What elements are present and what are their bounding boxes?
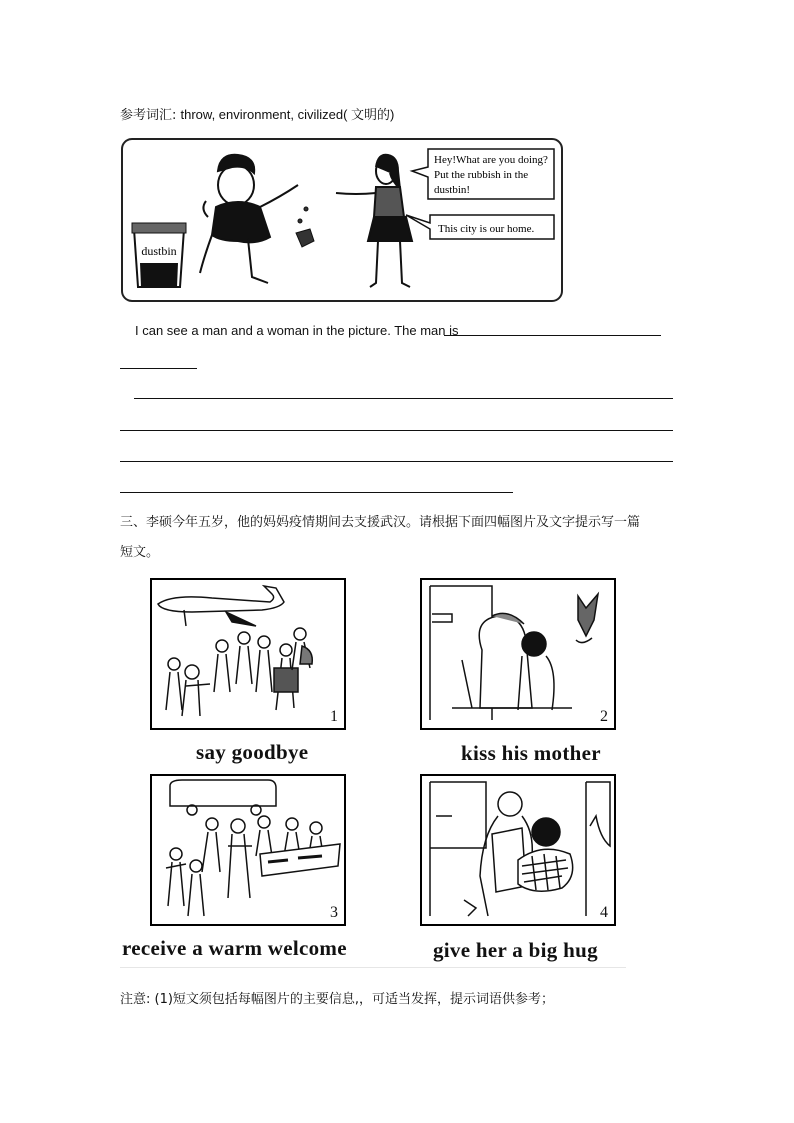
- divider: [120, 967, 626, 968]
- answer-blank-short[interactable]: [120, 368, 197, 369]
- question-3-line1: 三、李硕今年五岁，他的妈妈疫情期间去支援武汉。请根据下面四幅图片及文字提示写一篇: [120, 515, 641, 530]
- big-hug-illustration: [422, 776, 614, 924]
- panel-number-3: 3: [330, 904, 338, 921]
- panel-number-2: 2: [600, 708, 608, 725]
- question-3-prompt: [120, 508, 680, 568]
- question-3-line2: 短文。: [120, 545, 160, 560]
- bubble1-line3: dustbin!: [434, 184, 471, 196]
- airport-farewell-illustration: [152, 580, 344, 728]
- warm-welcome-illustration: [152, 776, 344, 924]
- caption-1: say goodbye: [196, 740, 309, 764]
- intro-sentence: I can see a man and a woman in the picture. The man is: [135, 323, 459, 338]
- picture-panel-4: [420, 774, 616, 926]
- caption-4: give her a big hug: [433, 938, 598, 962]
- scene-illustration: [120, 137, 564, 303]
- caption-3: receive a warm welcome: [122, 936, 347, 960]
- bubble1-line1: Hey!What are you doing?: [434, 154, 548, 166]
- writing-line[interactable]: [120, 430, 673, 431]
- panel-number-4: 4: [600, 904, 608, 921]
- vocab-prefix: 参考词汇:: [120, 108, 181, 123]
- writing-line[interactable]: [134, 398, 673, 399]
- picture-panel-2: [420, 578, 616, 730]
- dustbin-label: dustbin: [141, 244, 177, 258]
- bubble2-text: This city is our home.: [438, 223, 535, 235]
- note-line: 注意: (1)短文须包括每幅图片的主要信息,，可适当发挥，提示词语供参考；: [120, 992, 555, 1007]
- vocab-words: throw, environment, civilized( 文明的): [180, 107, 395, 122]
- picture-panel-3: [150, 774, 346, 926]
- kiss-mother-illustration: [422, 580, 614, 728]
- answer-blank-inline[interactable]: [444, 335, 661, 336]
- writing-line[interactable]: [120, 492, 513, 493]
- picture-panel-1: [150, 578, 346, 730]
- caption-2: kiss his mother: [461, 741, 601, 765]
- bubble1-line2: Put the rubbish in the: [434, 169, 529, 181]
- panel-number-1: 1: [330, 708, 338, 725]
- writing-line[interactable]: [120, 461, 673, 462]
- vocab-line: [120, 104, 394, 123]
